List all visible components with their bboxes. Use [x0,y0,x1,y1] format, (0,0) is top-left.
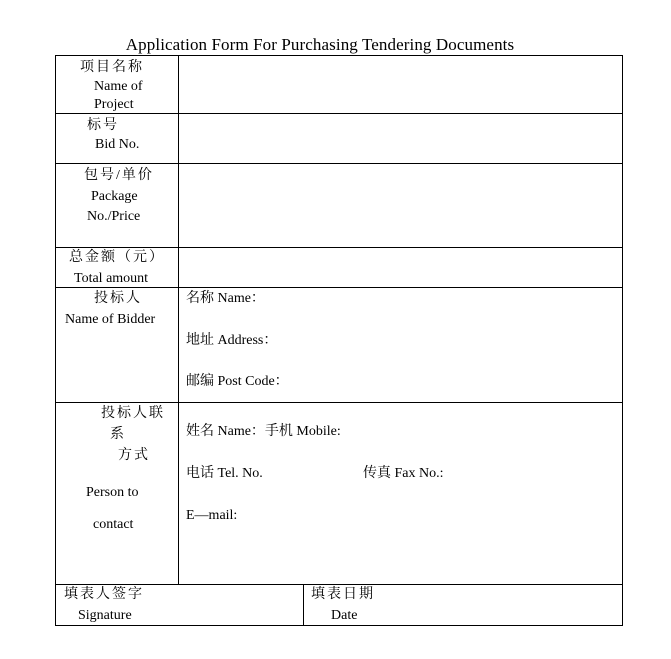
column-divider [178,56,179,584]
bidder-label-cn: 投标人 [94,291,142,306]
row-divider [56,113,622,114]
row-divider [56,584,622,585]
total-amount-label-cn: 总金额（元） [69,250,165,265]
row-divider [56,247,622,248]
package-price-label-en-2: No./Price [87,209,141,224]
date-label-cn: 填表日期 [311,587,375,602]
package-price-field[interactable] [180,165,622,246]
form-title: Application Form For Purchasing Tendering Documents [125,35,515,54]
bidder-address-label: 地址 Address： [186,333,278,348]
package-price-label-cn: 包号/单价 [84,168,154,183]
bid-no-field[interactable] [180,115,622,162]
signature-label-en: Signature [78,608,132,623]
contact-label-en-1: Person to [86,485,139,500]
project-name-label-en-2: Project [94,97,134,112]
row-divider [56,402,622,403]
contact-label-cn-2: 系 [110,427,126,442]
bidder-label-en: Name of Bidder [65,312,156,327]
contact-fax-label: 传真 Fax No.: [363,466,444,481]
date-label-en: Date [331,608,358,623]
contact-name-mobile-label: 姓名 Name：手机 Mobile: [186,424,341,439]
contact-tel-label: 电话 Tel. No. [186,466,263,481]
project-name-label-en-1: Name of [94,79,143,94]
bidder-name-label: 名称 Name： [186,291,265,306]
application-form-table [55,55,623,626]
total-amount-label-en: Total amount [74,271,149,286]
total-amount-field[interactable] [180,249,622,286]
bid-no-label-en: Bid No. [95,137,140,152]
project-name-label-cn: 项目名称 [80,60,144,75]
contact-email-label: E—mail: [186,508,238,523]
signature-label-cn: 填表人签字 [64,587,144,602]
project-name-field[interactable] [180,57,622,112]
bidder-postcode-label: 邮编 Post Code： [186,374,289,389]
row-divider [56,163,622,164]
footer-column-divider [303,584,304,626]
package-price-label-en-1: Package [91,189,138,204]
contact-label-cn-3: 方式 [118,448,150,463]
row-divider [56,287,622,288]
bid-no-label-cn: 标号 [87,118,119,133]
contact-label-en-2: contact [93,517,134,532]
contact-label-cn-1: 投标人联 [101,406,165,421]
